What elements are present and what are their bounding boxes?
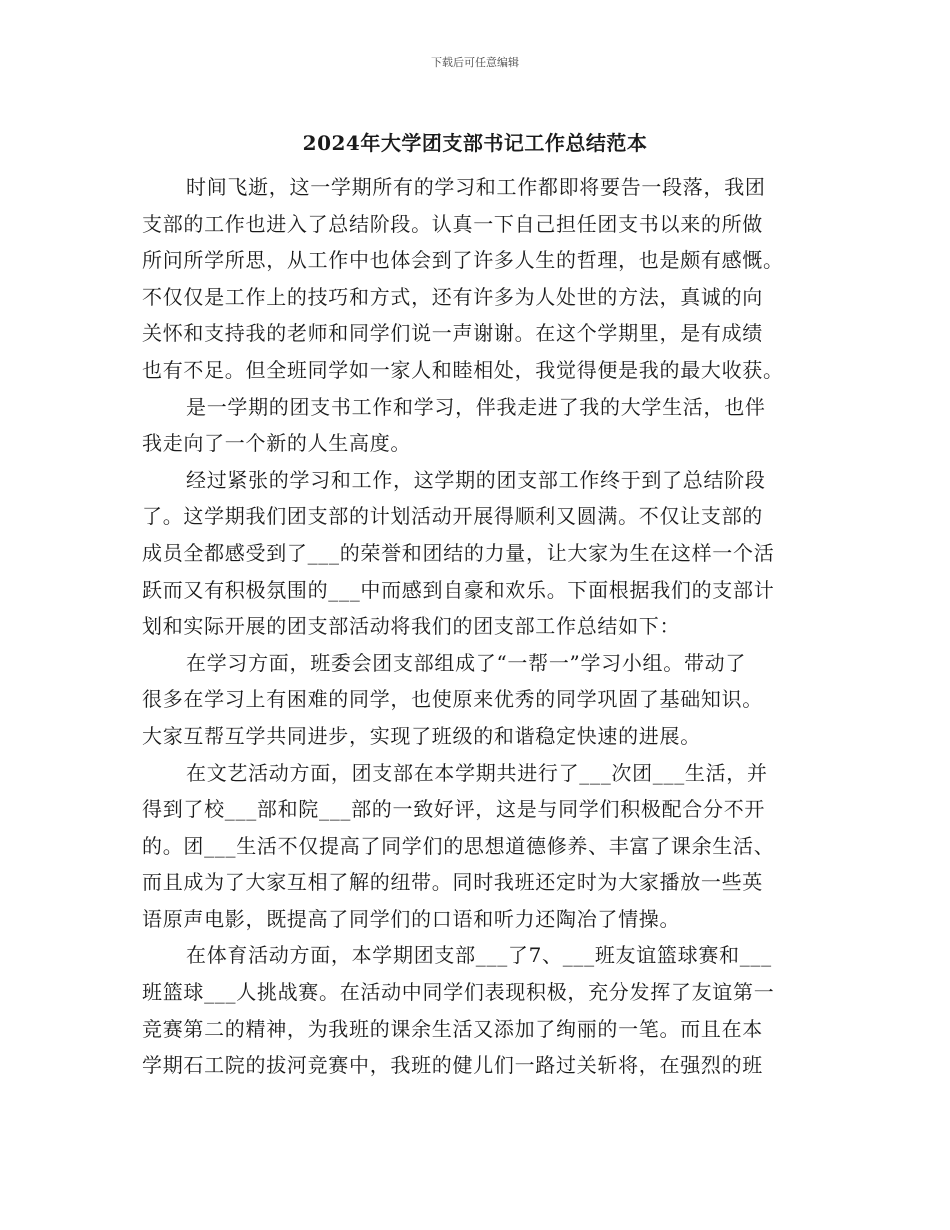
- body-line: 竞赛第二的精神，为我班的课余生活又添加了绚丽的一笔。而且在本: [142, 1016, 763, 1041]
- body-line: 不仅仅是工作上的技巧和方式，还有许多为人处世的方法，真诚的向: [142, 284, 763, 309]
- body-line: 了。这学期我们团支部的计划活动开展得顺利又圆满。不仅让支部的: [142, 504, 763, 529]
- body-line: 的。团___生活不仅提高了同学们的思想道德修养、丰富了课余生活、: [142, 833, 775, 858]
- body-line: 经过紧张的学习和工作，这学期的团支部工作终于到了总结阶段: [186, 467, 766, 492]
- header-note: 下载后可任意编辑: [431, 56, 519, 69]
- body-line: 是一学期的团支书工作和学习，伴我走进了我的大学生活，也伴: [186, 394, 766, 419]
- body-line: 得到了校___部和院___部的一致好评，这是与同学们积极配合分不开: [142, 797, 766, 822]
- body-line: 语原声电影，既提高了同学们的口语和听力还陶冶了情操。: [142, 906, 681, 931]
- document-title: 2024年大学团支部书记工作总结范本: [302, 131, 648, 155]
- body-line: 学期石工院的拔河竞赛中，我班的健儿们一路过关斩将，在强烈的班: [142, 1053, 763, 1078]
- body-line: 而且成为了大家互相了解的纽带。同时我班还定时为大家播放一些英: [142, 870, 763, 895]
- body-line: 时间飞逝，这一学期所有的学习和工作都即将要告一段落，我团: [186, 175, 766, 199]
- body-line: 跃而又有积极氛围的___中而感到自豪和欢乐。下面根据我们的支部计: [142, 577, 775, 602]
- body-line: 我走向了一个新的人生高度。: [142, 431, 412, 456]
- body-line: 也有不足。但全班同学如一家人和睦相处，我觉得便是我的最大收获。: [142, 357, 784, 382]
- body-line: 大家互帮互学共同进步，实现了班级的和谐稳定快速的进展。: [142, 723, 701, 748]
- body-line: 关怀和支持我的老师和同学们说一声谢谢。在这个学期里，是有成绩: [142, 321, 763, 346]
- body-line: 在文艺活动方面，团支部在本学期共进行了___次团___生活，并: [186, 760, 768, 785]
- body-line: 支部的工作也进入了总结阶段。认真一下自己担任团支书以来的所做: [142, 211, 763, 236]
- body-line: 划和实际开展的团支部活动将我们的团支部工作总结如下：: [142, 614, 681, 639]
- body-line: 在学习方面，班委会团支部组成了“一帮一”学习小组。带动了: [186, 650, 747, 675]
- document-body: [142, 169, 822, 1084]
- body-line: 班篮球___人挑战赛。在活动中同学们表现积极，充分发挥了友谊第一: [142, 980, 775, 1005]
- body-line: 成员全都感受到了___的荣誉和团结的力量，让大家为生在这样一个活: [142, 540, 775, 565]
- body-line: 在体育活动方面，本学期团支部___了7、___班友谊篮球赛和___: [186, 943, 772, 968]
- body-line: 很多在学习上有困难的同学，也使原来优秀的同学巩固了基础知识。: [142, 687, 763, 712]
- body-line: 所问所学所思，从工作中也体会到了许多人生的哲理，也是颇有感慨。: [142, 248, 784, 273]
